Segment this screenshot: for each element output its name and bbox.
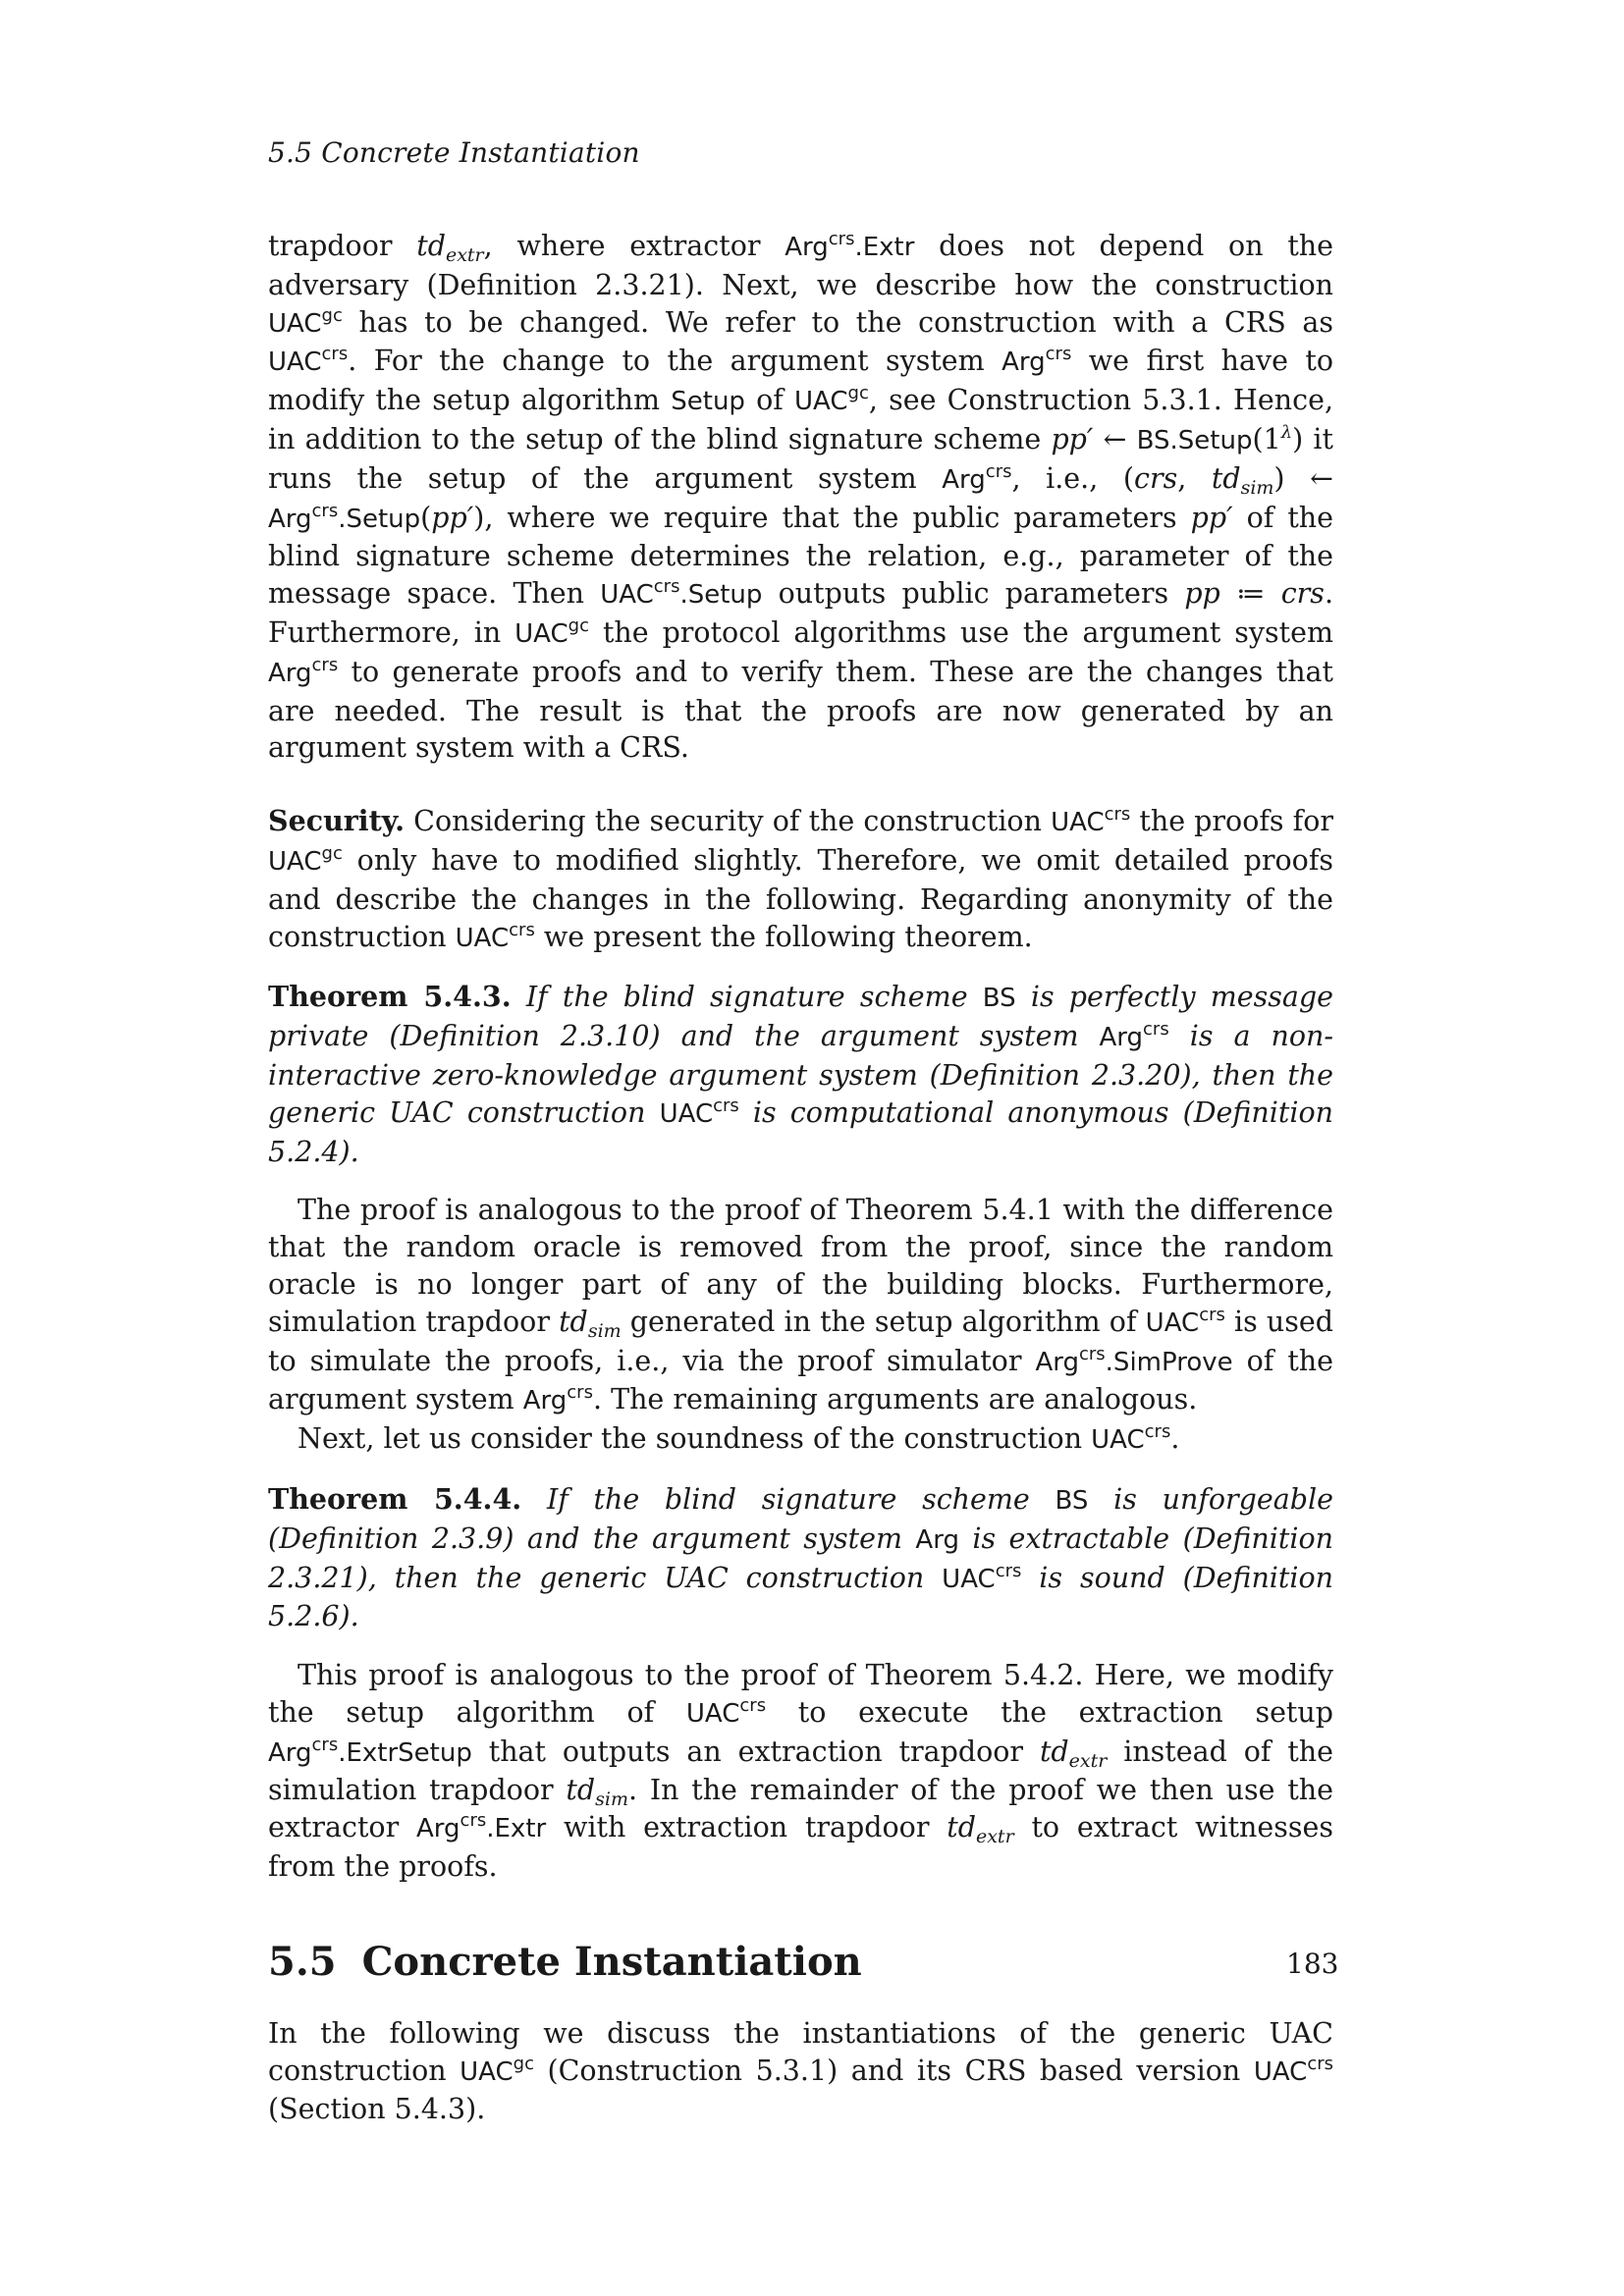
- paragraph-soundness-intro: Next, let us consider the soundness of the construction $UAC^{crs}$.: [298, 1421, 1180, 1456]
- proof-theorem-5-4-4: This proof is analogous to the proof of Theorem 5.4.2. Here, we modify the setup algorithm of $UAC^{crs}$ to execute the extraction setup Arg$^{crs}$.ExtrSetup that outputs an extraction trapdoor $td_{extr}$ instead of the simulation trapdoor $td_{sim}$. In the remainder of the proof we then use the extractor Arg$^{crs}$.Extr with extraction trapdoor $td_{extr}$ to extract witnesses from the proofs.: [268, 1659, 1334, 1884]
- section-heading: [268, 1939, 1333, 1986]
- paragraph-security: Security. Considering the security of the construction $UAC^{crs}$ the proofs for $UAC^{gc}$ only have to modified slightly. Therefore, we omit detailed proofs and describe the changes in the following. Regarding anonymity of the construction $UAC^{crs}$ we present the following theorem.: [268, 804, 1333, 953]
- proof-theorem-5-4-3: The proof is analogous to the proof of Theorem 5.4.1 with the difference that the random oracle is removed from the proof, since the random oracle is no longer part of any of the building blocks. Furthermore, simulation trapdoor $td_{sim}$ generated in the setup algorithm of $UAC^{crs}$ is used to simulate the proofs, i.e., via the proof simulator Arg$^{crs}$.SimProve of the argument system Arg$^{crs}$. The remaining arguments are analogous.: [268, 1194, 1333, 1416]
- theorem-label: Theorem 5.4.4.: [268, 1481, 522, 1516]
- theorem-label: Theorem 5.4.3.: [268, 980, 512, 1014]
- theorem-5-4-4: Theorem 5.4.4. If the blind signature scheme BS is unforgeable (Definition 2.3.9) and the argument system Arg is extractable (Definition 2.3.21), then the generic UAC construction $UAC^{crs}$ is sound (Definition 5.2.6).: [268, 1481, 1333, 1633]
- page-body: [268, 228, 1333, 2128]
- theorem-5-4-3: Theorem 5.4.3. If the blind signature scheme BS is perfectly message private (Definition 2.3.10) and the argument system Arg$^{crs}$ is a non-interactive zero-knowledge argument system (Definition 2.3.20), then the generic UAC construction $UAC^{crs}$ is computational anonymous (Definition 5.2.4).: [268, 980, 1333, 1168]
- security-lead: Security.: [268, 804, 406, 838]
- running-header: 5.5 Concrete Instantiation: [268, 136, 640, 169]
- page-number: 183: [1286, 1948, 1339, 1980]
- section-number: 5.5: [268, 1938, 337, 1985]
- section-title: Concrete Instantiation: [361, 1938, 862, 1985]
- paragraph-section-intro: In the following we discuss the instantiations of the generic UAC construction $UAC^{gc}$ (Construction 5.3.1) and its CRS based version $UAC^{crs}$ (Section 5.4.3).: [268, 2016, 1334, 2126]
- paragraph-crs-construction: trapdoor $td_{extr}$, where extractor Arg$^{crs}$.Extr does not depend on the adversary (Definition 2.3.21). Next, we describe how the construction $UAC^{gc}$ has to be changed. We refer to the construction with a CRS as $UAC^{crs}$. For the change to the argument system Arg$^{crs}$ we first have to modify the setup algorithm Setup of $UAC^{gc}$, see Construction 5.3.1. Hence, in addition to the setup of the blind signature scheme pp′ ← $BS.Setup(1^\lambda)$ it runs the setup of the argument system Arg$^{crs}$, i.e., (crs, $td_{sim}$) ← Arg$^{crs}$.Setup(pp′), where we require that the public parameters pp′ of the blind signature scheme determines the relation, e.g., parameter of the message space. Then $UAC^{crs}.Setup$ outputs public parameters pp ≔ crs. Furthermore, in $UAC^{gc}$ the protocol algorithms use the argument system Arg$^{crs}$ to generate proofs and to verify them. These are the changes that are needed. The result is that the proofs are now generated by an argument system with a CRS.: [268, 229, 1334, 765]
